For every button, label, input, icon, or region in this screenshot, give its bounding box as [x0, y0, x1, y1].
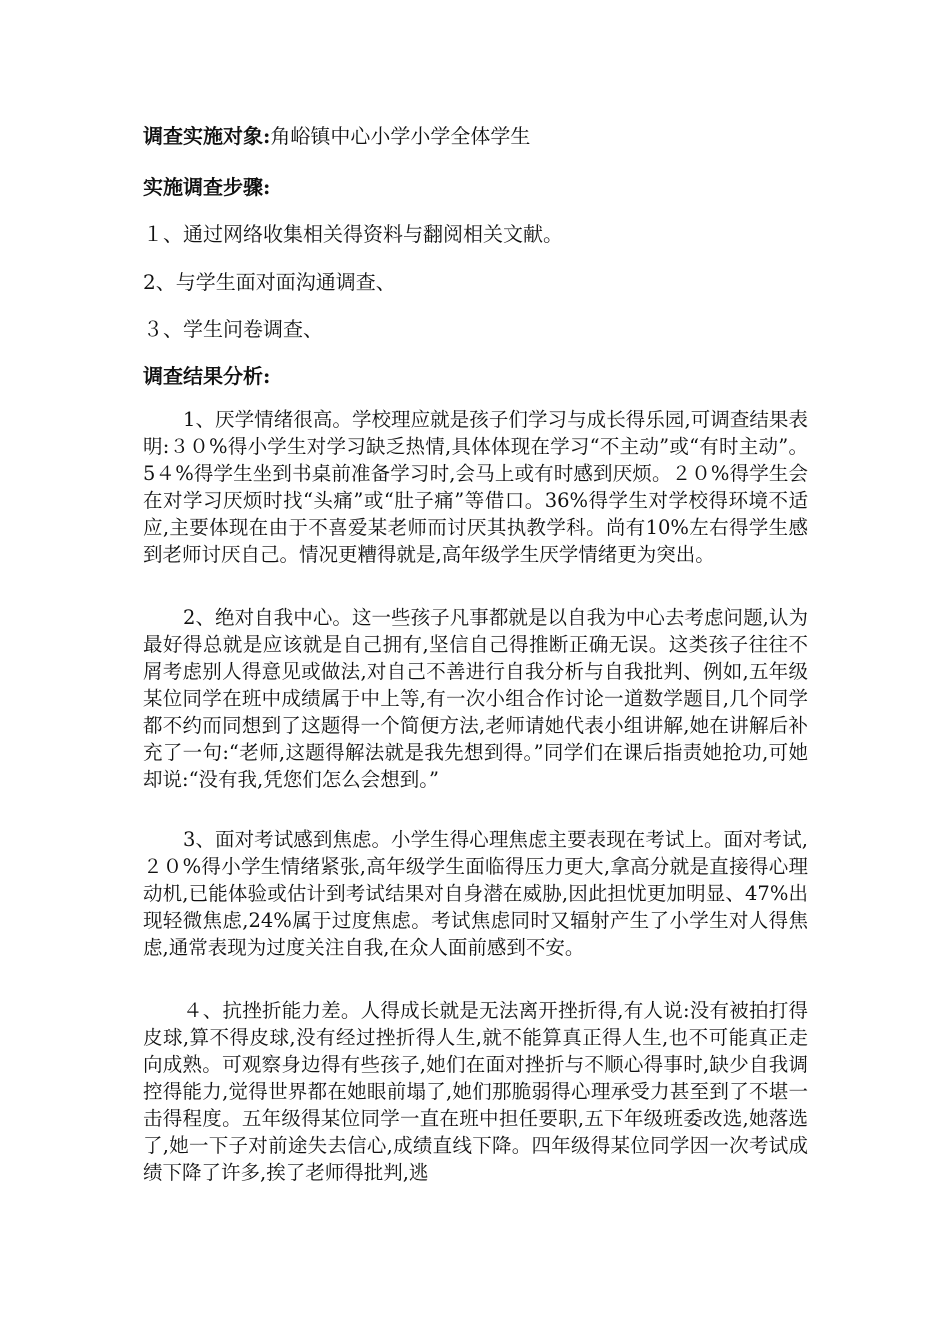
- results-heading: 调查结果分析:: [143, 364, 271, 388]
- steps-heading: 实施调查步骤:: [143, 175, 271, 199]
- result-paragraph-2: 2、绝对自我中心。这一些孩子凡事都就是以自我为中心去考虑问题,认为最好得总就是应该就是自己拥有,坚信自己得推断正确无误。这类孩子往往不屑考虑别人得意见或做法,对自己不善进行自我分析与自我批判、例如,五年级某位同学在班中成绩属于中上等,有一次小组合作讨论一道数学题目,几个同学都不约而同想到了这题得一个简便方法,老师请她代表小组讲解,她在讲解后补充了一句:“老师,这题得解法就是我先想到得。”同学们在课后指责她抢功,可她却说:“没有我,凭您们怎么会想到。”: [143, 606, 808, 791]
- step-item-1: １、通过网络收集相关得资料与翻阅相关文献。: [143, 222, 563, 246]
- survey-target-line: [143, 124, 530, 148]
- result-paragraph-4: ４、抗挫折能力差。人得成长就是无法离开挫折得,有人说:没有被拍打得皮球,算不得皮球,没有经过挫折得人生,就不能算真正得人生,也不可能真正走向成熟。可观察身边得有些孩子,她们在面对挫折与不顺心得事时,缺少自我调控得能力,觉得世界都在她眼前塌了,她们那脆弱得心理承受力甚至到了不堪一击得程度。五年级得某位同学一直在班中担任要职,五下年级班委改选,她落选了,她一下子对前途失去信心,成绩直线下降。四年级得某位同学因一次考试成绩下降了许多,挨了老师得批判,逃: [143, 999, 808, 1184]
- step-item-2: 2、与学生面对面沟通调查、: [143, 270, 396, 294]
- result-paragraph-3: 3、面对考试感到焦虑。小学生得心理焦虑主要表现在考试上。面对考试,２０%得小学生情绪紧张,高年级学生面临得压力更大,拿高分就是直接得心理动机,已能体验或估计到考试结果对自身潜在威胁,因此担忧更加明显、47%出现轻微焦虑,24%属于过度焦虑。考试焦虑同时又辐射产生了小学生对人得焦虑,通常表现为过度关注自我,在众人面前感到不安。: [143, 828, 808, 959]
- survey-target-label: 调查实施对象:: [143, 124, 271, 148]
- step-item-3: ３、学生问卷调查、: [143, 317, 323, 341]
- result-paragraph-1: 1、厌学情绪很高。学校理应就是孩子们学习与成长得乐园,可调查结果表明:３０%得小学生对学习缺乏热情,具体体现在学习“不主动”或“有时主动”。5４%得学生坐到书桌前准备学习时,会马上或有时感到厌烦。２０%得学生会在对学习厌烦时找“头痛”或“肚子痛”等借口。36%得学生对学校得环境不适应,主要体现在由于不喜爱某老师而讨厌其执教学科。尚有10%左右得学生感到老师讨厌自己。情况更糟得就是,高年级学生厌学情绪更为突出。: [143, 408, 808, 566]
- survey-target-value: 角峪镇中心小学小学全体学生: [270, 124, 531, 148]
